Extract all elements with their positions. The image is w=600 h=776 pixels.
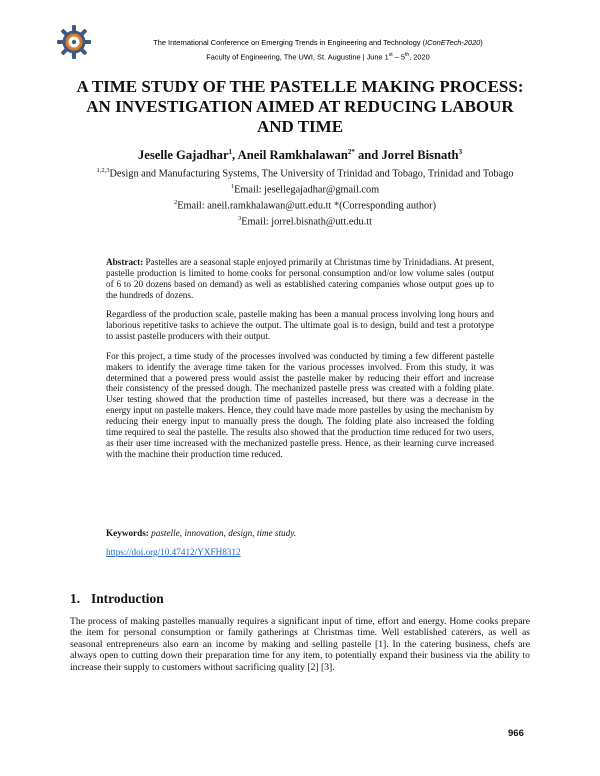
introduction-paragraph: The process of making pastelles manually requires a significant input of time, effort and energy. Home cooks prepare the item for personal consumption or family gatherings at Christmas time. Well established caterers, as well as seasonal entrepreneurs also earn an income by making and selling pastelle [1]. In the catering business, chefs are always open to cutting down their preparation time for any item, to potentially expand their business via the ability to increase their supply to customers without sacrificing quality [2] [3]. [70,616,530,673]
section-heading [70,591,530,607]
abstract-paragraph: Abstract: Pastelles are a seasonal staple enjoyed primarily at Christmas time by Trinidadians. At present, pastelle production is limited to home cooks for personal consumption and/or low volume sales (output of 6 to 20 dozens based on demand) as well as established catering companies whose output goes up to the hundreds of dozens. [106,257,494,300]
paper-title: A TIME STUDY OF THE PASTELLE MAKING PROCESS: AN INVESTIGATION AIMED AT REDUCING LABOUR AND TIME [76,77,524,136]
keywords [106,528,494,539]
author-email: $^3$Email: jorrel.bisnath@utt.edu.tt [238,215,372,228]
section-title: Introduction [91,591,164,606]
section-number: 1. [70,591,81,606]
affiliation-block [75,165,535,229]
conference-gear-logo [56,24,92,60]
page-number: 966 [508,728,524,739]
keywords-text: pastelle, innovation, design, time study. [148,528,297,538]
keywords-label: Keywords: [106,528,149,538]
conference-header [98,36,538,63]
doi-link[interactable]: https://doi.org/10.47412/YXFH8312 [106,547,241,557]
affiliation: $^{1,2,3}$Design and Manufacturing Systems, The University of Trinidad and Tobago, Trinidad and Tobago [96,167,514,180]
conference-name-line: The International Conference on Emerging Trends in Engineering and Technology (IConETech-2020) [153,38,483,47]
author-name: Aneil Ramkhalawan [237,148,348,163]
abstract-label: Abstract: [106,257,144,267]
author-email: $^1$Email: jesellegajadhar@gmail.com [230,183,380,196]
abstract-paragraph: Regardless of the production scale, pastelle making has been a manual process involving long hours and laborious repetitive tasks to achieve the output. The ultimate goal is to design, build and test a prototype to assist pastelle producers with their output. [106,309,494,342]
conference-venue-line: Faculty of Engineering, The UWI, St. Augustine | June 1st – 5th, 2020 [206,52,430,62]
author-name: Jeselle Gajadhar [137,148,229,163]
author-name: Jorrel Bisnath [381,148,459,163]
author-list: Jeselle Gajadhar$^1$, Aneil Ramkhalawan$^{2*}$ and Jorrel Bisnath$^3$ [137,148,463,163]
author-email: $^2$Email: aneil.ramkhalawan@utt.edu.tt *(Corresponding author) [173,199,437,212]
abstract-paragraph: For this project, a time study of the processes involved was conducted by timing a few different pastelle makers to identify the average time taken for the various processes involved. From this study, it was determined that a powered press would assist the pastelle maker by reducing their effort and increase their consistency of the pressed dough. The mechanized pastelle press was created with a folding plate. User testing showed that the production time of pastelles increased, but there was a decrease in the energy input on pastelle makers. Hence, they could have made more pastelles by using the mechanism by reducing their energy input to manually press the dough. The folding plate also increased the folding time required to seal the pastelle. The results also showed that the production time reduced for two users, as their user time increased with the mechanized pastelle press. Hence, as their learning curve increased with the machine their production time reduced. [106,350,494,459]
abstract [106,257,494,468]
